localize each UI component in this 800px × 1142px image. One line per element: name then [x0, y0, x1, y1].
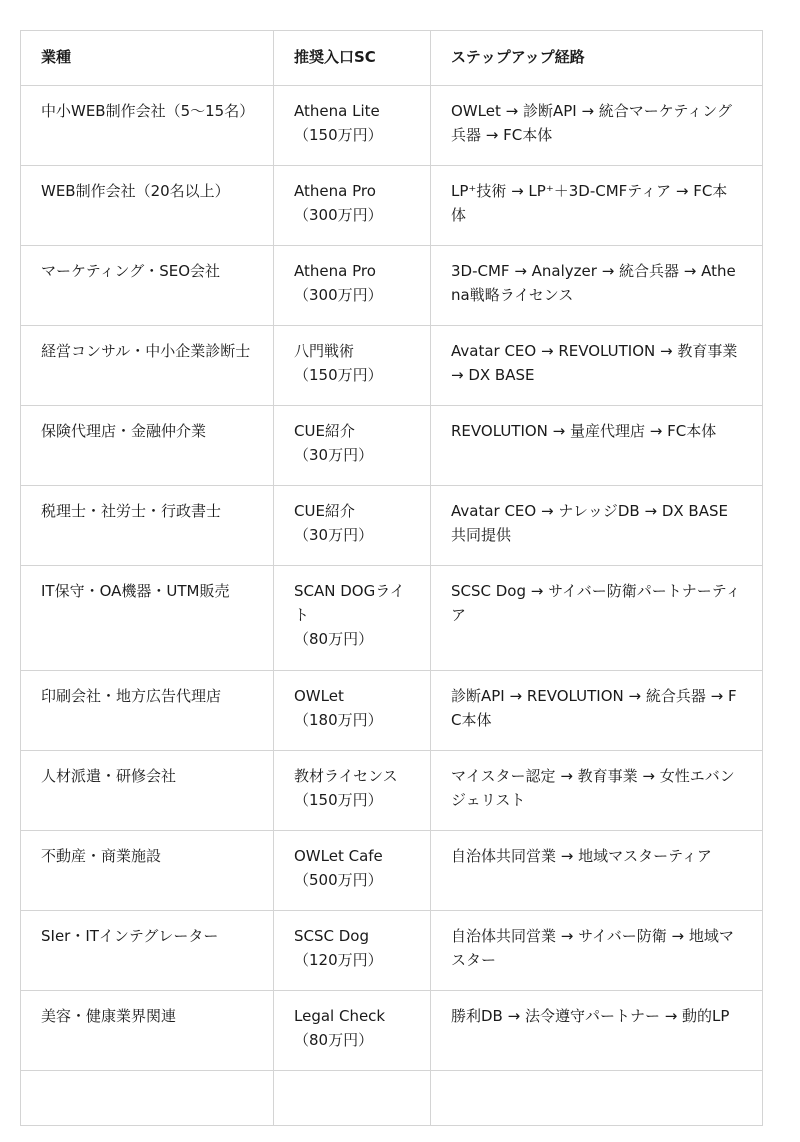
- entry-sc-name: OWLet Cafe: [294, 847, 383, 865]
- entry-sc-price: （30万円）: [294, 526, 374, 544]
- entry-sc-cell: [274, 326, 431, 406]
- stepup-path-cell: Avatar CEO → ナレッジDB → DX BASE共同提供: [431, 486, 763, 566]
- entry-sc-cell: [274, 246, 431, 326]
- entry-sc-cell: [274, 406, 431, 486]
- stepup-path-cell: 自治体共同営業 → 地域マスターティア: [431, 831, 763, 911]
- entry-sc-name: Legal Check: [294, 1007, 386, 1025]
- stepup-path-cell: LP⁺技術 → LP⁺＋3D-CMFティア → FC本体: [431, 166, 763, 246]
- table-row: [21, 246, 763, 326]
- industry-cell: 税理士・社労士・行政書士: [21, 486, 274, 566]
- table-row: [21, 86, 763, 166]
- stepup-path-cell: 自治体共同営業 → サイバー防衛 → 地域マスター: [431, 911, 763, 991]
- entry-sc-name: CUE紹介: [294, 502, 355, 520]
- entry-sc-name: SCSC Dog: [294, 927, 370, 945]
- entry-sc-cell: [274, 166, 431, 246]
- industry-cell: 美容・健康業界関連: [21, 991, 274, 1071]
- entry-sc-name: 八門戦術: [294, 342, 355, 360]
- stepup-path-cell: REVOLUTION → 量産代理店 → FC本体: [431, 406, 763, 486]
- entry-sc-price: （150万円）: [294, 791, 383, 809]
- header-industry: 業種: [21, 31, 274, 86]
- entry-sc-cell: [274, 911, 431, 991]
- entry-sc-name: CUE紹介: [294, 422, 355, 440]
- empty-cell: [274, 1071, 431, 1126]
- entry-sc-price: （80万円）: [294, 1031, 374, 1049]
- entry-sc-price: （300万円）: [294, 286, 383, 304]
- entry-sc-cell: [274, 751, 431, 831]
- industry-cell: 不動産・商業施設: [21, 831, 274, 911]
- table-row: [21, 166, 763, 246]
- entry-sc-price: （120万円）: [294, 951, 383, 969]
- empty-cell: [21, 1071, 274, 1126]
- entry-sc-price: （150万円）: [294, 366, 383, 384]
- entry-sc-cell: [274, 671, 431, 751]
- entry-sc-price: （30万円）: [294, 446, 374, 464]
- table-row: [21, 566, 763, 671]
- entry-sc-name: OWLet: [294, 687, 344, 705]
- entry-sc-name: Athena Lite: [294, 102, 380, 120]
- industry-entry-table: [20, 30, 763, 1126]
- stepup-path-cell: Avatar CEO → REVOLUTION → 教育事業 → DX BASE: [431, 326, 763, 406]
- table-row: [21, 671, 763, 751]
- entry-sc-name: SCAN DOGライト: [294, 582, 405, 624]
- entry-sc-price: （180万円）: [294, 711, 383, 729]
- industry-cell: 経営コンサル・中小企業診断士: [21, 326, 274, 406]
- table-row: [21, 486, 763, 566]
- table-row: [21, 326, 763, 406]
- table-row: [21, 911, 763, 991]
- industry-cell: 印刷会社・地方広告代理店: [21, 671, 274, 751]
- entry-sc-price: （150万円）: [294, 126, 383, 144]
- industry-cell: IT保守・OA機器・UTM販売: [21, 566, 274, 671]
- table-row: [21, 406, 763, 486]
- industry-cell: 人材派遣・研修会社: [21, 751, 274, 831]
- entry-sc-cell: [274, 831, 431, 911]
- stepup-path-cell: 診断API → REVOLUTION → 統合兵器 → FC本体: [431, 671, 763, 751]
- empty-cell: [431, 1071, 763, 1126]
- header-stepup-path: ステップアップ経路: [431, 31, 763, 86]
- header-entry-sc: 推奨入口SC: [274, 31, 431, 86]
- industry-cell: マーケティング・SEO会社: [21, 246, 274, 326]
- industry-cell: WEB制作会社（20名以上）: [21, 166, 274, 246]
- industry-cell: 中小WEB制作会社（5〜15名）: [21, 86, 274, 166]
- stepup-path-cell: マイスター認定 → 教育事業 → 女性エバンジェリスト: [431, 751, 763, 831]
- entry-sc-price: （300万円）: [294, 206, 383, 224]
- entry-sc-cell: [274, 566, 431, 671]
- industry-cell: SIer・ITインテグレーター: [21, 911, 274, 991]
- entry-sc-cell: [274, 86, 431, 166]
- entry-sc-name: Athena Pro: [294, 262, 376, 280]
- empty-table-row: [21, 1071, 763, 1126]
- table-row: [21, 991, 763, 1071]
- entry-sc-cell: [274, 486, 431, 566]
- table-row: [21, 751, 763, 831]
- table-row: [21, 831, 763, 911]
- entry-sc-name: 教材ライセンス: [294, 767, 398, 785]
- entry-sc-price: （80万円）: [294, 630, 374, 648]
- entry-sc-cell: [274, 991, 431, 1071]
- industry-cell: 保険代理店・金融仲介業: [21, 406, 274, 486]
- stepup-path-cell: SCSC Dog → サイバー防衛パートナーティア: [431, 566, 763, 671]
- stepup-path-cell: 勝利DB → 法令遵守パートナー → 動的LP: [431, 991, 763, 1071]
- entry-sc-name: Athena Pro: [294, 182, 376, 200]
- table-header-row: [21, 31, 763, 86]
- stepup-path-cell: OWLet → 診断API → 統合マーケティング兵器 → FC本体: [431, 86, 763, 166]
- entry-sc-price: （500万円）: [294, 871, 383, 889]
- stepup-path-cell: 3D-CMF → Analyzer → 統合兵器 → Athena戦略ライセンス: [431, 246, 763, 326]
